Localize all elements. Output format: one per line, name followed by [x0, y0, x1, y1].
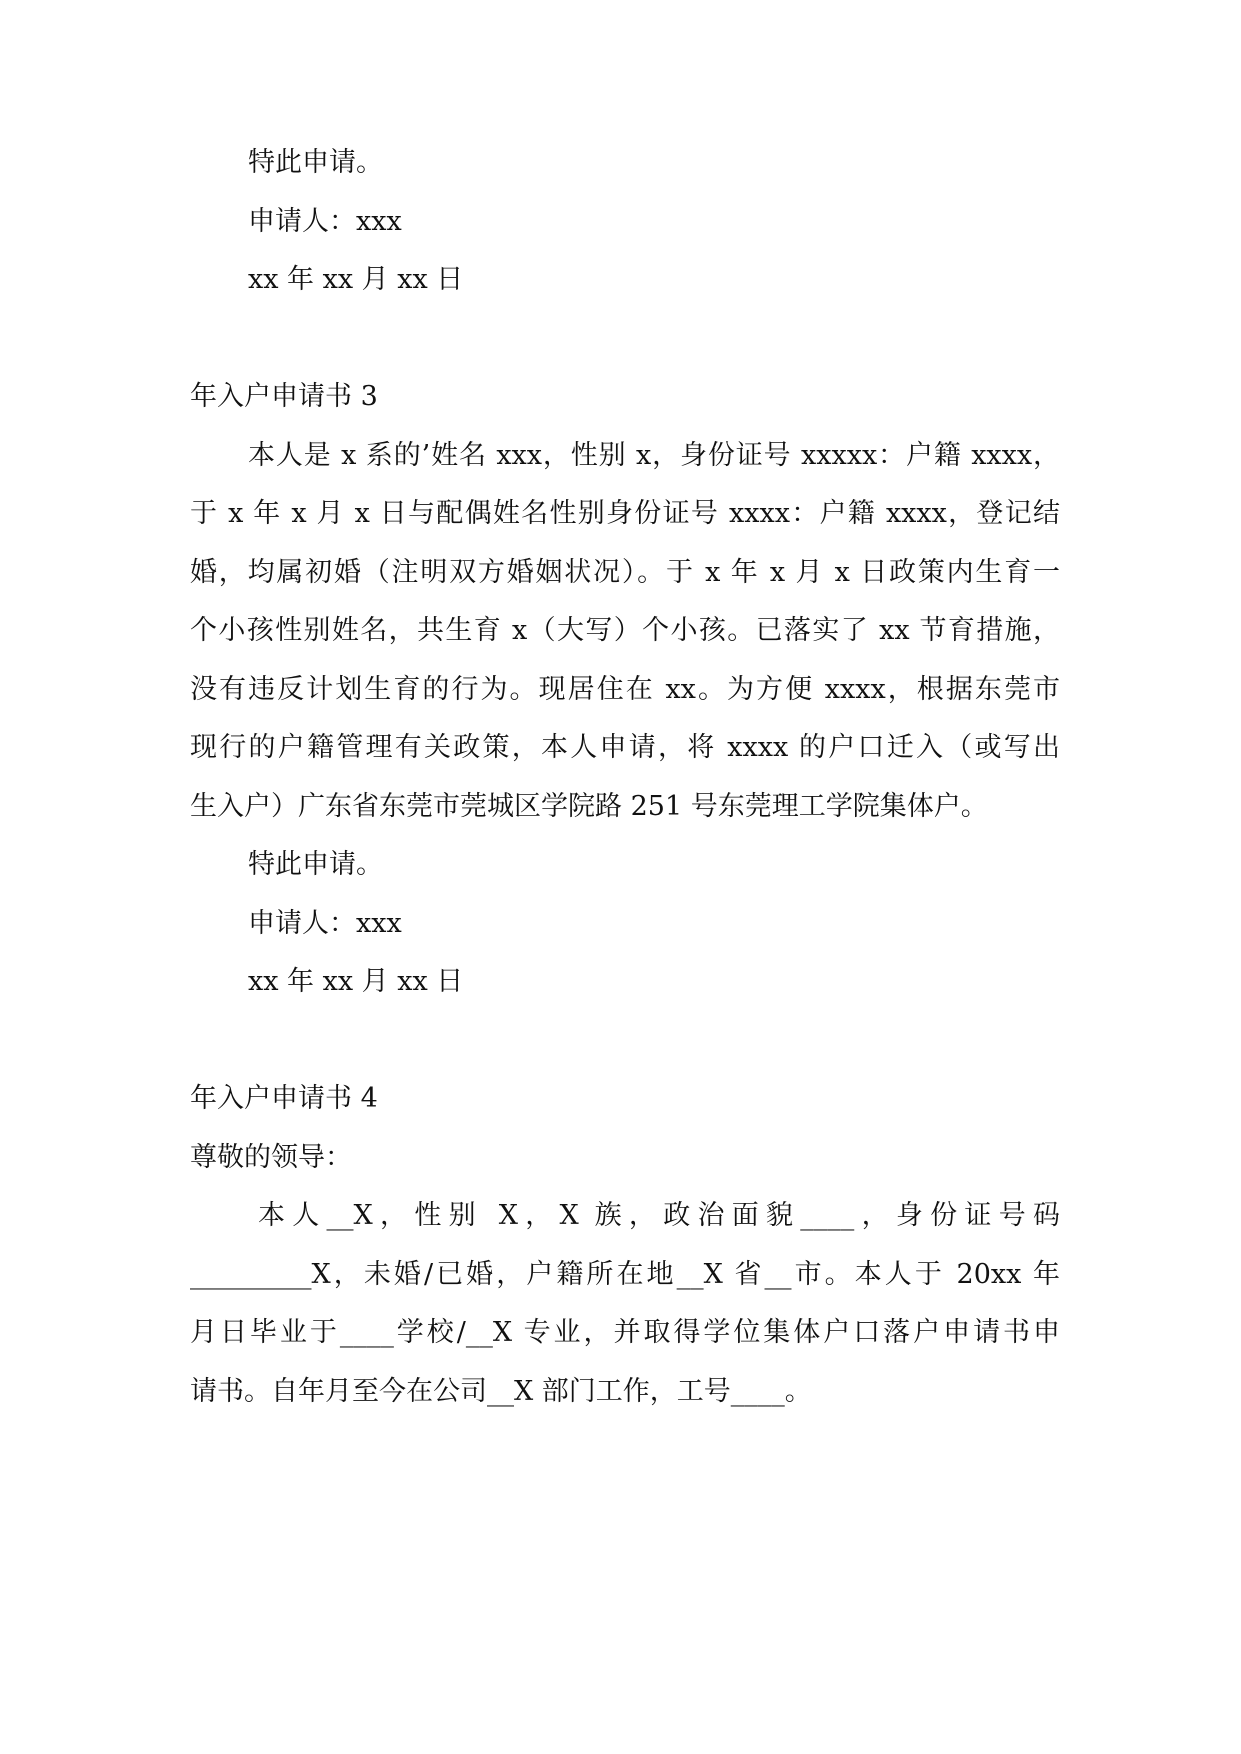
paragraph-line: 生入户）广东省东莞市莞城区学院路 251 号东莞理工学院集体户。 — [190, 791, 988, 822]
section-title: 年入户申请书 3 — [190, 381, 378, 412]
paragraph-line: 个小孩性别姓名，共生育 x（大写）个小孩。已落实了 xx 节育措施， — [190, 615, 1060, 646]
date-line: xx 年 xx 月 xx 日 — [248, 264, 464, 295]
date-line: xx 年 xx 月 xx 日 — [248, 966, 464, 997]
paragraph-line: 现行的户籍管理有关政策，本人申请，将 xxxx 的户口迁入（或写出 — [190, 732, 1060, 763]
applicant-signature: 申请人：xxx — [248, 908, 402, 939]
salutation: 尊敬的领导： — [190, 1142, 352, 1173]
paragraph-line: 婚，均属初婚（注明双方婚姻状况）。于 x 年 x 月 x 日政策内生育一 — [190, 557, 1060, 588]
paragraph-line: 本人__X，性别 X，X 族，政治面貌____，身份证号码 — [258, 1200, 1060, 1231]
paragraph-line: 请书。自年月至今在公司__X 部门工作，工号____。 — [190, 1376, 812, 1407]
paragraph-line: 没有违反计划生育的行为。现居住在 xx。为方便 xxxx，根据东莞市 — [190, 674, 1060, 705]
paragraph-line: 于 x 年 x 月 x 日与配偶姓名性别身份证号 xxxx：户籍 xxxx，登记结 — [190, 498, 1060, 529]
paragraph-line: 月日毕业于____学校/__X 专业，并取得学位集体户口落户申请书申 — [190, 1317, 1060, 1348]
closing-text: 特此申请。 — [248, 849, 383, 880]
paragraph-line: 本人是 x 系的’姓名 xxx，性别 x，身份证号 xxxxx：户籍 xxxx， — [248, 440, 1060, 471]
closing-text: 特此申请。 — [248, 147, 383, 178]
section-title: 年入户申请书 4 — [190, 1083, 378, 1114]
applicant-signature: 申请人：xxx — [248, 206, 402, 237]
paragraph-line: _________X，未婚/已婚，户籍所在地__X 省__市。本人于 20xx 年 — [190, 1259, 1060, 1290]
